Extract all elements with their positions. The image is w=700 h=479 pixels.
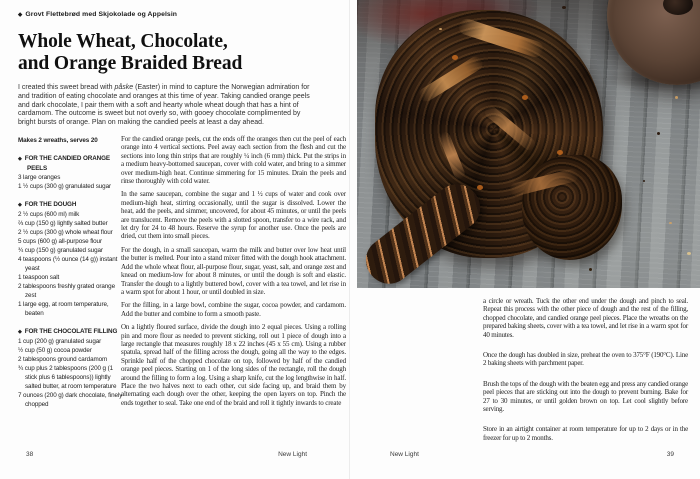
crumb [589,268,592,271]
kicker-text: Grovt Flettebrød med Skjokolade og Appelsin [25,11,178,18]
ingredient-item: 2 tablespoons ground cardamom [18,356,108,363]
ingredient-group-dough [18,200,125,318]
crumb [562,6,566,9]
page-number-right: 39 [666,451,674,458]
instruction-paragraph: On a lightly floured surface, divide the dough into 2 equal pieces. Using a rolling pin and more flour as needed to prevent sticking, roll out 1 piece of dough into a large rectangle that measures roughly 18 x 22 inches (45 x 55 cm). Using a rubber spatula, spread half of the filling across the dough, going all the way to the edges. Sprinkle half of the chopped chocolate on top, followed by half of the candied orange peel pieces. Starting on 1 of the long sides of the rectangle, roll the dough around the filling to form a log. Using a sharp knife, cut the log lengthwise in half. Place the two halves next to each other, cut side facing up, and braid them by alternating each dough over the other, keeping the open layers on top. Pinch the ends together to seal. Take one end of the braid and roll it tightly inwards to create [121,323,346,407]
page-number-left: 38 [26,451,34,458]
ingredient-item: 1 large egg, at room temperature, beaten [18,301,109,317]
instruction-paragraph: Once the dough has doubled in size, preheat the oven to 375°F (190°C). Line 2 baking sheets with parchment paper. [483,351,688,368]
crumb [643,180,645,182]
ingredient-item: 1 cup (200 g) granulated sugar [18,338,102,345]
recipe-intro [18,84,316,128]
crumb [687,252,691,255]
yield-line: Makes 2 wreaths, serves 20 [18,137,98,144]
bread-slice-layers [357,175,489,288]
ingredient-group-chocolate-filling [18,327,125,409]
ingredient-item: ¾ cup plus 2 tablespoons (200 g (1 stick plus 6 tablespoons)) lightly salted butter, at room temperature [18,365,117,390]
crumb [669,222,672,224]
diamond-icon: ◆ [18,11,23,18]
bread-slice [365,183,477,283]
instruction-paragraph: a circle or wreath. Tuck the other end under the dough and pinch to seal. Repeat this process with the other piece of dough and the rest of the filling, chopped chocolate, and candied orange peel pieces. Place the wreaths on the prepared baking sheets, cover with a tea towel, and let rise in a warm spot for 40 minutes. [483,297,688,339]
ingredient-group-header-text: FOR THE CHOCOLATE FILLING [24,328,118,335]
photo-braided-bread [357,0,700,288]
running-title-left: New Light [278,451,307,458]
crumb [657,132,660,135]
ingredient-group-header [18,200,125,210]
instructions-column-left [121,135,346,412]
instruction-paragraph: For the dough, in a small saucepan, warm the milk and butter over low heat until the butter is melted. Pour into a stand mixer fitted with the dough hook attachment. Add the whole wheat flour, all-purpose flour, sugar, yeast, salt, and orange zest and knead on medium-low for about 8 minutes, or until the dough is soft and elastic. Transfer the dough to a lightly buttered bowl, cover with a tea towel, and let rise in a warm spot for about 1 hour, or until doubled in size. [121,245,346,296]
ingredient-item: 2 ½ cups (600 ml) milk [18,211,80,218]
diamond-icon: ◆ [18,328,22,335]
ingredient-group-header [18,327,125,337]
ingredient-item: ⅔ cup (150 g) lightly salted butter [18,220,108,227]
ingredient-item: 4 teaspoons (½ ounce (14 g)) instant yeast [18,256,118,272]
instruction-paragraph: For the candied orange peels, cut the ends off the oranges then cut the peel of each orange into 4 vertical sections. Peel away each section from the flesh and cut the sections into long thin strips that are roughly ¼ inch (6 mm) thick. Put the strips in a medium heavy-bottomed saucepan, cover with cold water, and bring to a simmer over medium-high heat. Continue simmering for 15 minutes. Drain the peels and rinse thoroughly with cold water. [121,135,346,186]
ingredient-group-candied-orange-peels [18,154,125,191]
ingredient-item: 2 ½ cups (300 g) whole wheat flour [18,229,113,236]
ingredient-item: ½ cup (50 g) cocoa powder [18,347,92,354]
recipe-title [18,31,242,74]
ingredient-item: 2 tablespoons freshly grated orange zest [18,283,115,299]
candied-orange-peel [477,185,483,190]
intro-text-italic: påske [114,84,134,91]
ingredient-item: 7 ounces (200 g) dark chocolate, finely chopped [18,392,123,408]
instruction-paragraph: For the filling, in a large bowl, combine the sugar, cocoa powder, and cardamom. Add the butter and combine to form a smooth paste. [121,301,346,318]
ingredient-item: 1 ½ cups (300 g) granulated sugar [18,183,111,190]
recipe-title-line1: Whole Wheat, Chocolate, [18,31,228,52]
candied-orange-peel [557,150,563,155]
ingredient-item: 3 large oranges [18,174,61,181]
instructions-column-right [483,297,688,454]
recipe-title-line2: and Orange Braided Bread [18,52,243,74]
crumb [439,28,442,30]
ingredient-group-header [18,154,125,173]
ingredient-item: ¾ cup (150 g) granulated sugar [18,247,103,254]
ingredients-column [18,136,125,418]
ingredient-group-header-text: FOR THE DOUGH [24,201,77,208]
diamond-icon: ◆ [18,155,22,162]
candied-orange-peel [522,95,528,100]
intro-text-post: (Easter) in mind to capture the Norwegian admiration for and tradition of eating chocolate and oranges at this time of year. Taking candied orange peels and dark chocolate, I pair them with a soft and hearty whole wheat dough that has a hint of cardamom. The outcome is sweet but not overly so, with gooey chocolate complimented by bright bursts of orange. Plan on making the candied peels at least a day ahead. [18,84,310,127]
running-title-right: New Light [390,451,419,458]
page-spine-divider [349,0,350,479]
intro-text-pre: I created this sweet bread with [18,84,115,91]
instruction-paragraph: Store in an airtight container at room temperature for up to 2 days or in the freezer for up to 2 months. [483,425,688,442]
instruction-paragraph: In the same saucepan, combine the sugar and 1 ½ cups of water and cook over medium-high heat, stirring occasionally, until the sugar is dissolved. Lower the heat, add the peels, and simmer, uncovered, for about 45 minutes, or until the peels are translucent. Remove the peels with a slotted spoon, transfer to a wire rack, and let dry for 24 to 48 hours. Reserve the syrup for another use. Once the peels are dried, cut them into small pieces. [121,190,346,241]
instruction-paragraph: Brush the tops of the dough with the beaten egg and press any candied orange peel pieces that are sticking out into the dough to prevent burning. Bake for 27 to 30 minutes, or until golden brown on top. Let cool slightly before serving. [483,379,688,414]
ingredient-item: 5 cups (600 g) all-purpose flour [18,238,102,245]
candied-orange-peel [452,55,458,60]
recipe-kicker-norwegian [18,11,177,18]
crumb [675,96,678,99]
ingredient-item: 1 teaspoon salt [18,274,60,281]
diamond-icon: ◆ [18,201,22,208]
ingredient-group-header-text: FOR THE CANDIED ORANGE PEELS [24,155,111,172]
